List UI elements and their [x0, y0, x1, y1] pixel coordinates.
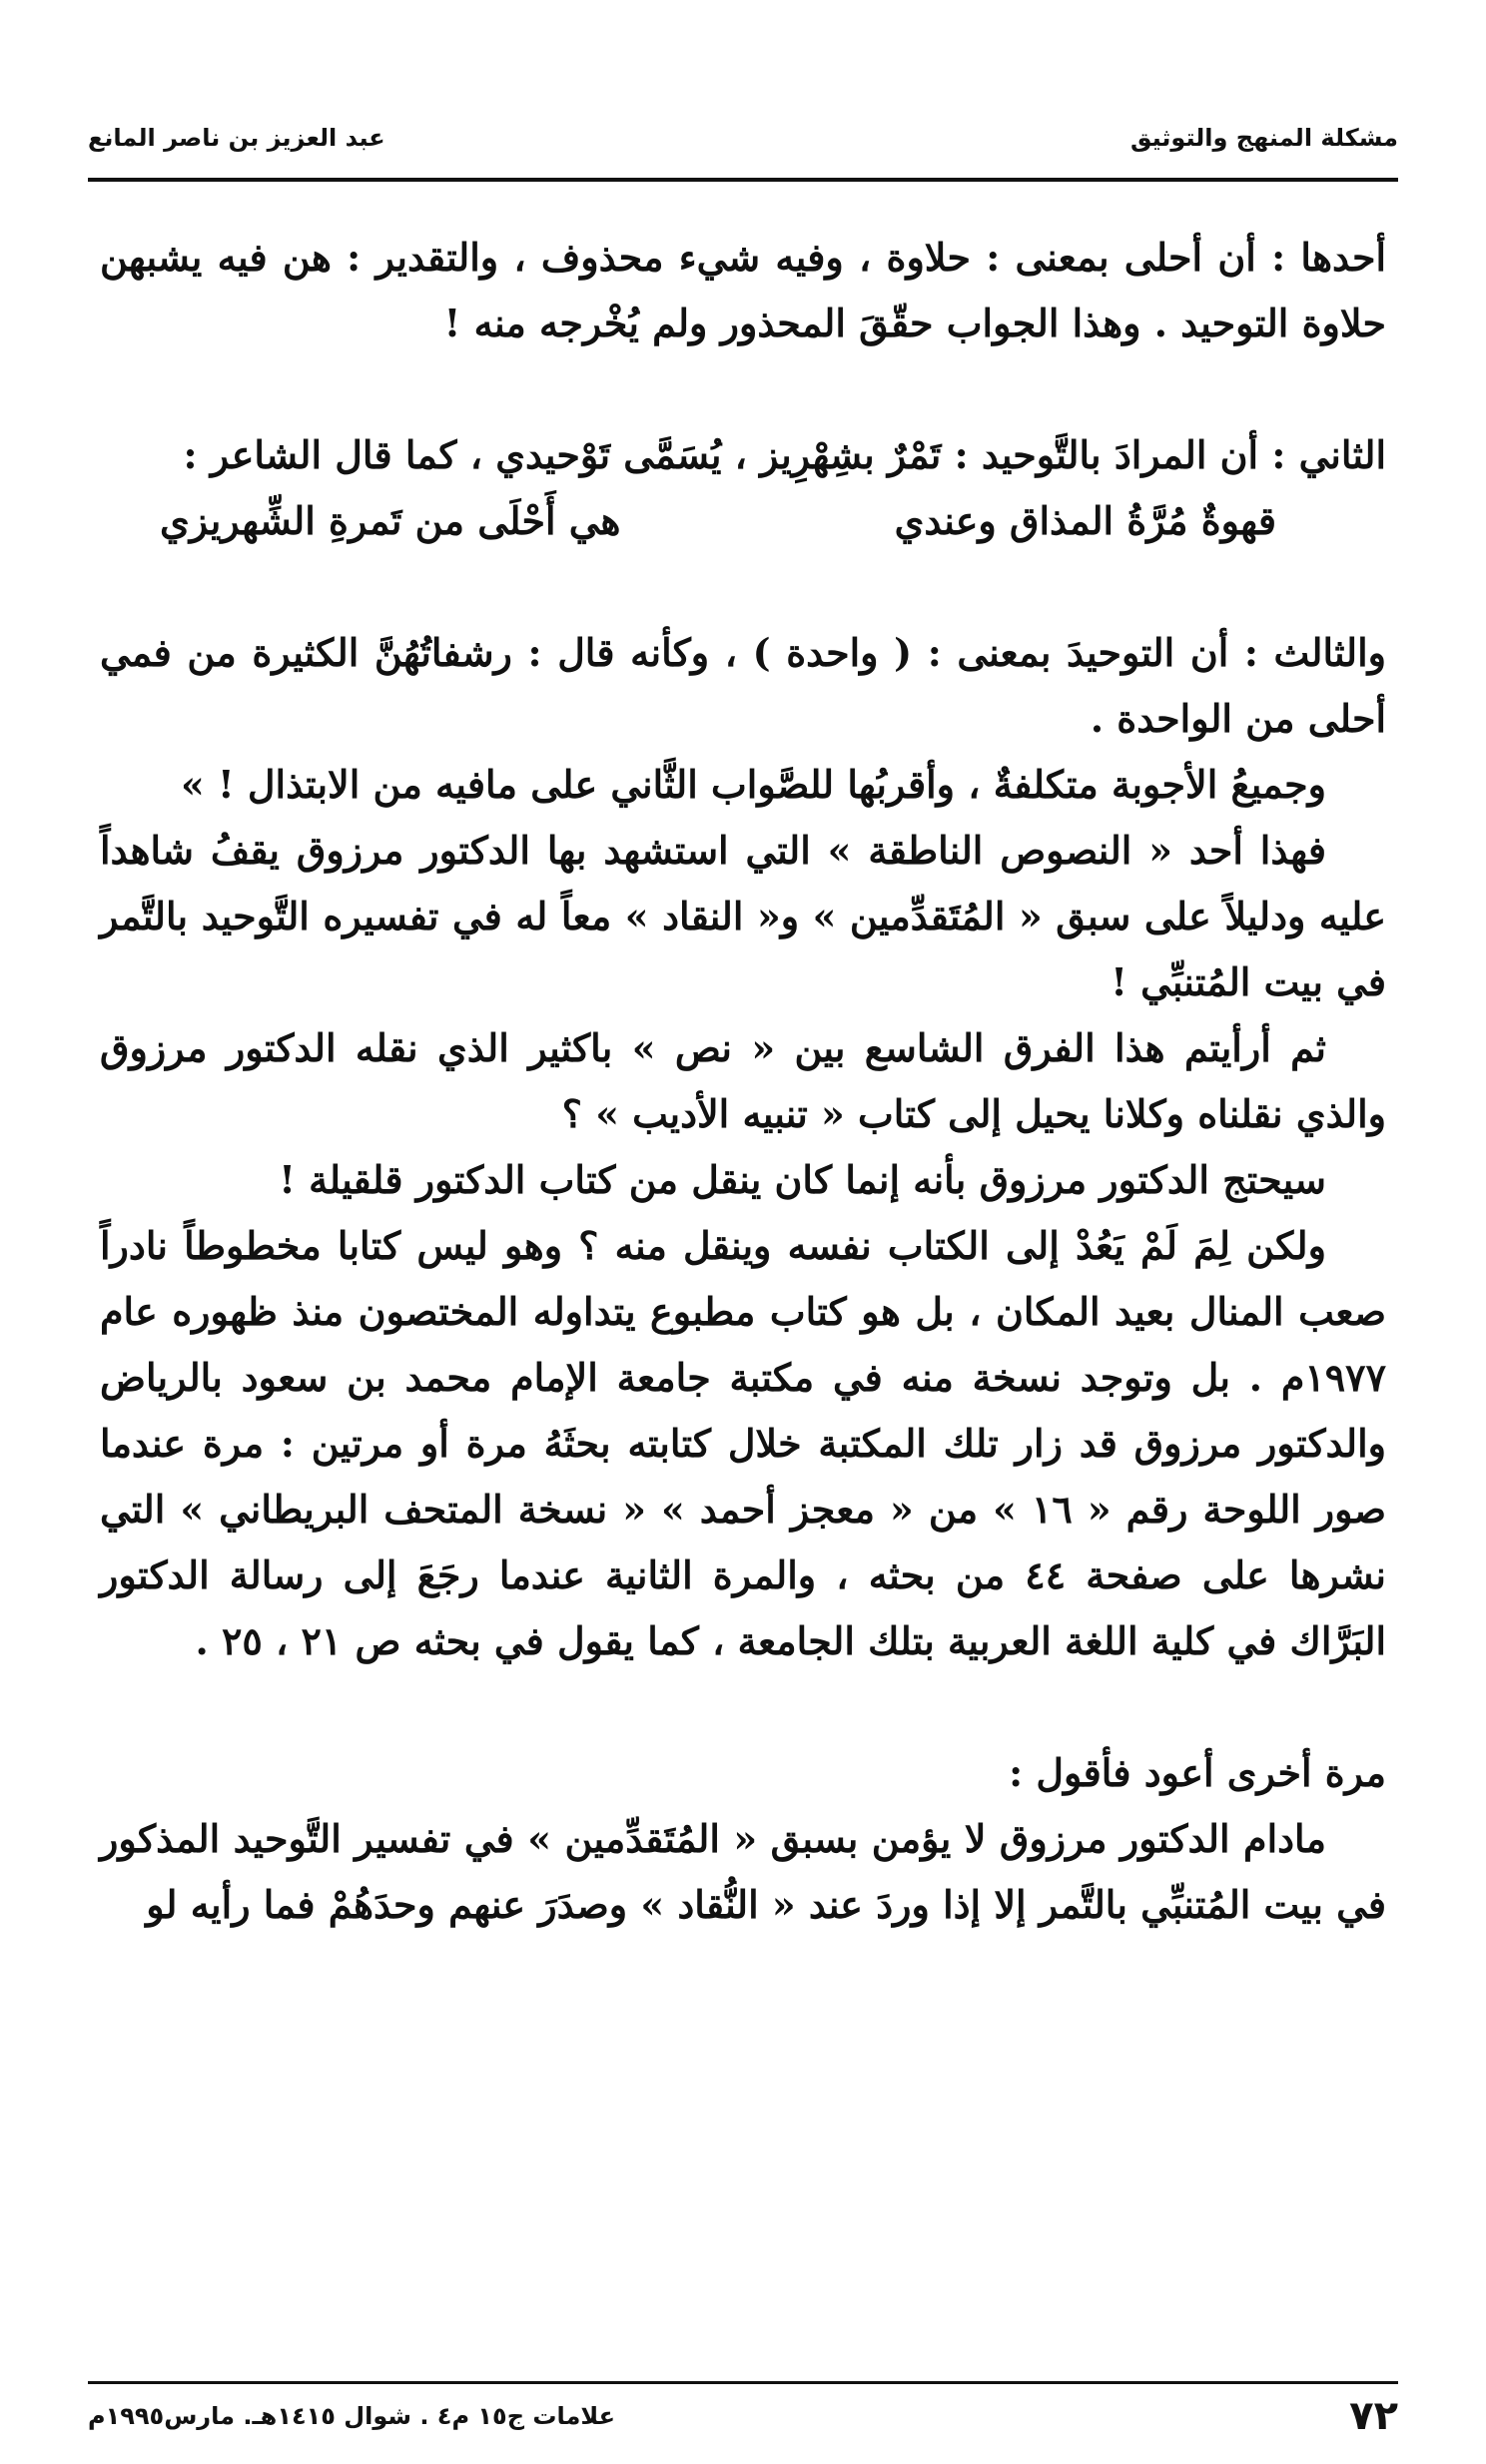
- poetry-verse: [100, 488, 1386, 554]
- paragraph-text: أن المرادَ بالتَّوحيد : تَمْرٌ بشِهْرِيز ، يُسَمَّى تَوْحيدي ، كما قال الشاعر :: [183, 432, 1272, 477]
- paragraph-text: أن التوحيدَ بمعنى : ( واحدة ) ، وكأنه قال : رشفاتُهُنَّ الكثيرة من فمي أحلى من الواحدة .: [100, 630, 1386, 741]
- issue-info: علامات ج١٥ م٤ . شوال ١٤١٥هـ. مارس١٩٩٥م: [88, 2402, 615, 2430]
- page-number: ٧٢: [1349, 2393, 1398, 2439]
- paragraph: سيحتج الدكتور مرزوق بأنه إنما كان ينقل من كتاب الدكتور قلقيلة !: [279, 1157, 1326, 1202]
- paragraph-text: أن أحلى بمعنى : حلاوة ، وفيه شيء محذوف ، والتقدير : هن فيه يشبهن حلاوة التوحيد . وهذا الجواب حقّقَ المحذور ولم يُخْرجه منه !: [100, 235, 1386, 345]
- header-rule: [88, 178, 1398, 182]
- paragraph: فهذا أحد « النصوص الناطقة » التي استشهد بها الدكتور مرزوق يقفُ شاهداً عليه ودليلاً على سبق « المُتَقدِّمين » و« النقاد » معاً له في تفسيره التَّوحيد بالتَّمر في بيت المُتنبِّي !: [100, 828, 1386, 1004]
- verse-hemistich-1: قهوةٌ مُرَّةُ المذاق وعندي: [894, 498, 1276, 543]
- page-footer: [88, 2386, 1398, 2446]
- paragraph: وجميعُ الأجوبة متكلفةٌ ، وأقربُها للصَّواب الثَّاني على مافيه من الابتذال ! »: [181, 762, 1326, 807]
- verse-hemistich-2: هي أَحْلَى من تَمرةِ الشِّهريزي: [160, 498, 621, 543]
- header-author: عبد العزيز بن ناصر المانع: [88, 124, 385, 152]
- paragraph-lead: والثالث :: [1243, 630, 1386, 675]
- header-title: مشكلة المنهج والتوثيق: [1129, 124, 1398, 152]
- paragraph-lead: أحدها :: [1271, 235, 1386, 280]
- paragraph: مادام الدكتور مرزوق لا يؤمن بسبق « المُتَقدِّمين » في تفسير التَّوحيد المذكور في بيت المُتنبِّي بالتَّمر إلا إذا وردَ عند « النُّقاد » وصدَرَ عنهم وحدَهُمْ فما رأيه لو: [100, 1816, 1386, 1927]
- paragraph: ولكن لِمَ لَمْ يَعُدْ إلى الكتاب نفسه وينقل منه ؟ وهو ليس كتابا مخطوطاً نادراً صعب المنال بعيد المكان ، بل هو كتاب مطبوع يتداوله المختصون منذ ظهوره عام ١٩٧٧م . بل وتوجد نسخة منه في مكتبة جامعة الإمام محمد بن سعود بالرياض والدكتور مرزوق قد زار تلك المكتبة خلال كتابته بحثَهُ مرة أو مرتين : مرة عندما صور اللوحة رقم « ١٦ » من « معجز أحمد » « نسخة المتحف البريطاني » التي نشرها على صفحة ٤٤ من بحثه ، والمرة الثانية عندما رجَعَ إلى رسالة الدكتور البَرَّاك في كلية اللغة العربية بتلك الجامعة ، كما يقول في بحثه ص ٢١ ، ٢٥ .: [100, 1223, 1386, 1663]
- paragraph-third-answer: [100, 620, 1386, 752]
- running-header: [88, 108, 1398, 168]
- paragraph-lead: الثاني :: [1271, 432, 1386, 477]
- paragraph-second-answer: [100, 422, 1386, 488]
- paragraph-first-answer: [100, 225, 1386, 356]
- body-text: [100, 225, 1386, 1938]
- footer-rule: [88, 2381, 1398, 2384]
- paragraph: ثم أرأيتم هذا الفرق الشاسع بين « نص » باكثير الذي نقله الدكتور مرزوق والذي نقلناه وكلانا يحيل إلى كتاب « تنبيه الأديب » ؟: [100, 1025, 1386, 1136]
- section-lead: مرة أخرى أعود فأقول :: [1009, 1750, 1386, 1795]
